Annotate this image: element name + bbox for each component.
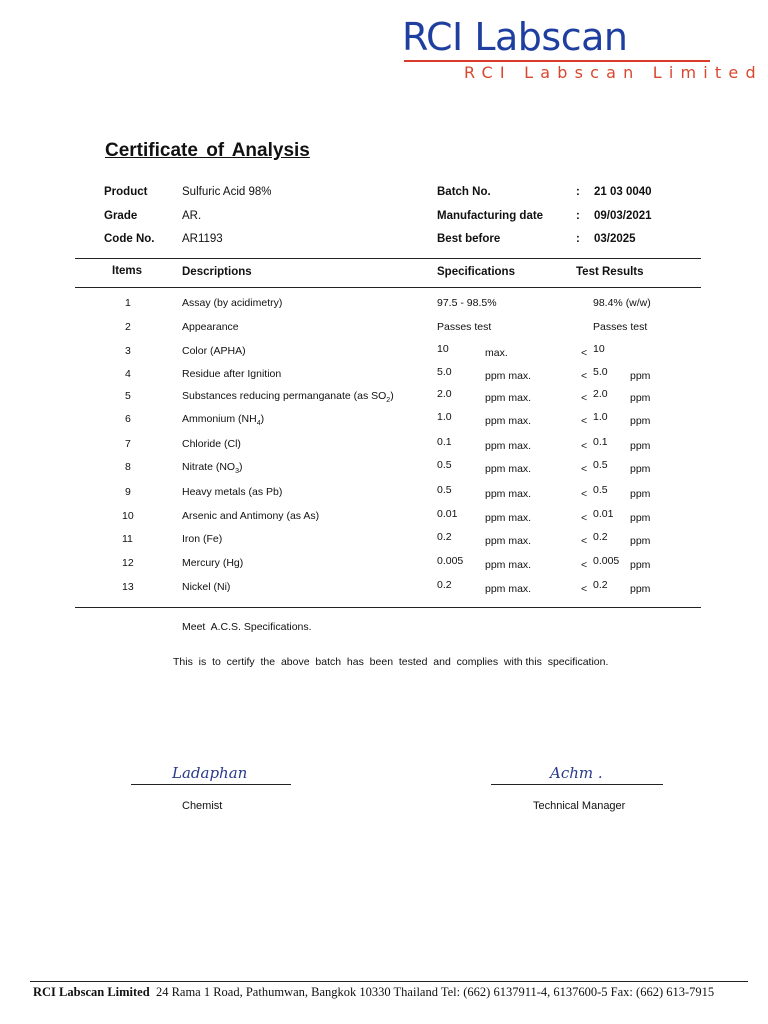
row-description-subscript: 2 — [386, 397, 391, 405]
mfg-label: Manufacturing date — [437, 210, 544, 222]
row-description-text: Mercury (Hg) — [182, 557, 244, 569]
row-description-text: Ammonium (NH — [182, 413, 257, 425]
row-spec-value: 0.2 — [437, 579, 452, 591]
table-bottom-rule — [75, 607, 701, 608]
row-item-number: 1 — [125, 297, 131, 309]
row-description-tail: ) — [390, 390, 394, 402]
row-description-text: Nickel (Ni) — [182, 581, 231, 593]
row-result-value: 0.01 — [593, 508, 614, 520]
batch-label: Batch No. — [437, 186, 491, 198]
row-description-tail: ) — [239, 461, 243, 473]
row-result-value: 0.5 — [593, 484, 608, 496]
row-result-unit: ppm — [630, 463, 651, 475]
row-spec-unit: ppm max. — [485, 370, 532, 382]
footer-address — [33, 985, 714, 1000]
row-description-tail: ) — [260, 413, 265, 425]
row-spec-value: 97.5 - 98.5% — [437, 297, 497, 309]
mfg-value: 09/03/2021 — [594, 210, 652, 222]
row-spec-value: 0.01 — [437, 508, 458, 520]
row-less-than: < — [581, 559, 588, 571]
footer-company: RCI Labscan Limited — [33, 985, 150, 999]
row-less-than: < — [581, 463, 588, 475]
row-less-than: < — [581, 440, 588, 452]
acs-note: Meet A.C.S. Specifications. — [182, 621, 312, 633]
row-result-value: 0.5 — [593, 459, 608, 471]
row-less-than: < — [581, 370, 588, 382]
row-item-number: 3 — [125, 345, 131, 357]
row-description-text: Color (APHA) — [182, 345, 246, 357]
best-before-value: 03/2025 — [594, 233, 636, 245]
row-spec-value: 0.1 — [437, 436, 452, 448]
row-item-number: 6 — [125, 413, 131, 425]
row-description-text: Residue after Ignition — [182, 368, 282, 380]
header-descriptions: Descriptions — [182, 266, 252, 278]
manager-title: Technical Manager — [533, 800, 626, 812]
row-item-number: 10 — [122, 510, 134, 522]
row-item-number: 5 — [125, 390, 131, 402]
row-description — [182, 297, 282, 309]
row-result-value: 98.4% (w/w) — [593, 297, 651, 309]
row-result-unit: ppm — [630, 370, 651, 382]
row-result-value: 10 — [593, 343, 605, 355]
row-spec-unit: ppm max. — [485, 463, 532, 475]
row-description — [182, 533, 222, 545]
row-description — [182, 345, 246, 357]
row-description-text: Arsenic and Antimony (as As) — [182, 510, 320, 522]
row-item-number: 8 — [125, 461, 131, 473]
row-spec-value: 0.5 — [437, 484, 452, 496]
row-result-value: 5.0 — [593, 366, 608, 378]
row-result-value: 0.005 — [593, 555, 620, 567]
product-value: Sulfuric Acid 98% — [182, 186, 272, 198]
row-description-text: Appearance — [182, 321, 239, 333]
row-description-text: Nitrate (NO — [182, 461, 236, 473]
row-item-number: 2 — [125, 321, 131, 333]
row-result-unit: ppm — [630, 535, 651, 547]
company-logo-subtitle: RCI Labscan Limited — [464, 63, 763, 82]
row-item-number: 12 — [122, 557, 134, 569]
chemist-signature-line — [131, 784, 291, 785]
best-colon: : — [576, 233, 580, 245]
header-test-results: Test Results — [576, 266, 644, 278]
row-result-value: 1.0 — [593, 411, 608, 423]
row-result-value: 0.2 — [593, 579, 608, 591]
batch-value: 21 03 0040 — [594, 186, 652, 198]
row-spec-value: 0.5 — [437, 459, 452, 471]
row-description-text: Iron (Fe) — [182, 533, 223, 545]
row-spec-unit: ppm max. — [485, 512, 532, 524]
footer-contact: 24 Rama 1 Road, Pathumwan, Bangkok 10330 Thailand Tel: (662) 6137911-4, 6137600-5 Fax: (662) 613-7915 — [155, 985, 715, 999]
row-result-value: Passes test — [593, 321, 648, 333]
row-spec-unit: ppm max. — [485, 392, 532, 404]
row-spec-unit: ppm max. — [485, 440, 532, 452]
row-less-than: < — [581, 583, 588, 595]
grade-value: AR. — [182, 210, 202, 222]
row-result-unit: ppm — [630, 583, 651, 595]
row-item-number: 7 — [125, 438, 131, 450]
row-spec-value: 10 — [437, 343, 449, 355]
mfg-colon: : — [576, 210, 580, 222]
logo-underline — [404, 60, 710, 62]
row-description — [182, 581, 230, 593]
row-result-value: 2.0 — [593, 388, 608, 400]
row-spec-unit: ppm max. — [485, 488, 532, 500]
header-specifications: Specifications — [437, 266, 515, 278]
chemist-signature: Ladaphan — [172, 764, 248, 782]
row-description-text: Substances reducing permanganate (as SO — [182, 390, 387, 402]
row-item-number: 4 — [125, 368, 131, 380]
row-description — [182, 486, 282, 498]
row-description — [182, 461, 243, 475]
grade-label: Grade — [104, 210, 138, 222]
row-less-than: < — [581, 392, 588, 404]
row-spec-value: 0.2 — [437, 531, 452, 543]
certification-statement: This is to certify the above batch has been tested and complies with this specification. — [173, 656, 609, 668]
row-result-unit: ppm — [630, 392, 651, 404]
table-header-rule — [75, 287, 701, 288]
row-spec-unit: ppm max. — [485, 535, 532, 547]
row-result-unit: ppm — [630, 440, 651, 452]
row-item-number: 11 — [122, 533, 133, 545]
row-result-value: 0.2 — [593, 531, 608, 543]
manager-signature-line — [491, 784, 663, 785]
row-result-unit: ppm — [630, 415, 651, 427]
row-description — [182, 510, 319, 522]
row-description-subscript: 4 — [256, 420, 261, 428]
row-description — [182, 390, 394, 404]
row-description — [182, 368, 281, 380]
row-spec-unit: ppm max. — [485, 415, 532, 427]
row-less-than: < — [581, 488, 588, 500]
document-title: Certificate of Analysis — [105, 140, 310, 161]
header-items: Items — [112, 265, 143, 277]
row-spec-value: 5.0 — [437, 366, 452, 378]
table-top-rule — [75, 258, 701, 259]
row-result-value: 0.1 — [593, 436, 608, 448]
row-spec-unit: ppm max. — [485, 559, 532, 571]
row-description — [182, 438, 241, 450]
row-less-than: < — [581, 415, 588, 427]
row-description — [182, 413, 264, 427]
batch-colon: : — [576, 186, 580, 198]
footer-rule — [30, 981, 748, 982]
row-spec-value: 0.005 — [437, 555, 464, 567]
row-less-than: < — [581, 512, 588, 524]
code-value: AR1193 — [182, 233, 223, 245]
row-result-unit: ppm — [630, 512, 651, 524]
best-before-label: Best before — [437, 233, 501, 245]
row-spec-value: Passes test — [437, 321, 492, 333]
row-description — [182, 557, 243, 569]
product-label: Product — [104, 186, 148, 198]
code-label: Code No. — [104, 233, 155, 245]
row-description-text: Assay (by acidimetry) — [182, 297, 283, 309]
row-item-number: 9 — [125, 486, 131, 498]
row-description — [182, 321, 239, 333]
row-less-than: < — [581, 347, 588, 359]
manager-signature: Achm . — [550, 764, 603, 782]
row-less-than: < — [581, 535, 588, 547]
row-description-text: Chloride (Cl) — [182, 438, 241, 450]
row-spec-value: 1.0 — [437, 411, 452, 423]
row-spec-value: 2.0 — [437, 388, 452, 400]
chemist-title: Chemist — [182, 800, 223, 812]
company-logo: RCI Labscan — [402, 15, 628, 59]
row-spec-unit: ppm max. — [485, 583, 532, 595]
row-item-number: 13 — [122, 581, 134, 593]
row-description-subscript: 3 — [235, 468, 239, 476]
row-description-text: Heavy metals (as Pb) — [182, 486, 283, 498]
row-result-unit: ppm — [630, 559, 651, 571]
row-result-unit: ppm — [630, 488, 651, 500]
row-spec-unit: max. — [485, 347, 508, 359]
